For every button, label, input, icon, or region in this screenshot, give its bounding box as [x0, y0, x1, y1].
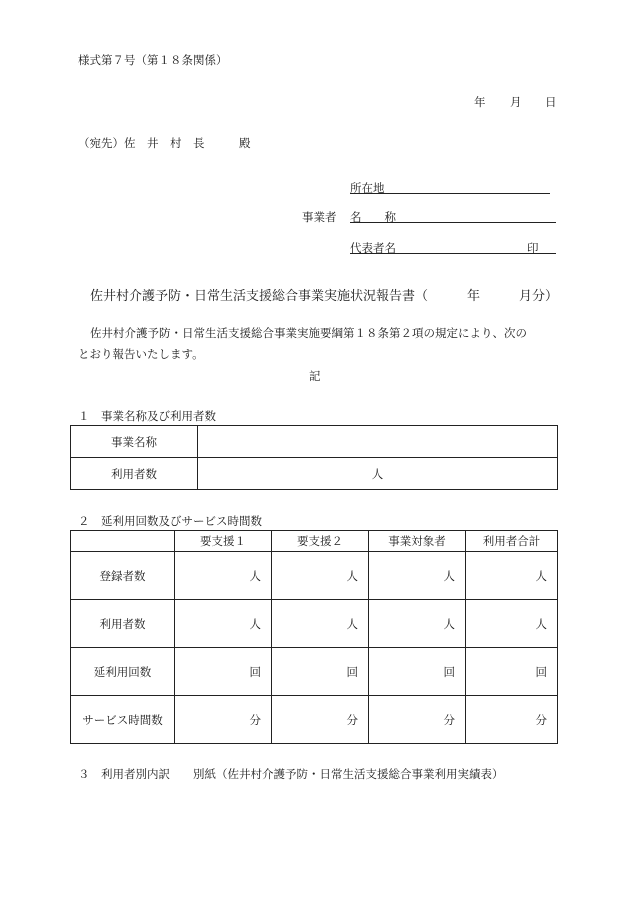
seal-mark: 印 — [527, 241, 539, 255]
name-label: 名 称 — [350, 210, 396, 224]
table-cell: 人 — [175, 552, 272, 600]
address-label: 所在地 — [350, 181, 385, 195]
report-title: 佐井村介護予防・日常生活支援総合事業実施状況報告書（ 年 月分） — [90, 289, 559, 304]
table-row — [71, 648, 558, 696]
table-cell: 人 — [466, 552, 558, 600]
user-count-label: 利用者数 — [71, 458, 198, 490]
usage-table — [70, 530, 558, 744]
table-cell: 分 — [466, 696, 558, 744]
form-number: 様式第７号（第１８条関係） — [78, 53, 228, 67]
user-count-value: 人 — [198, 458, 558, 490]
column-header: 利用者合計 — [466, 531, 558, 552]
applicant-label: 事業者 — [302, 210, 337, 224]
table-cell: 人 — [466, 600, 558, 648]
table-header-row — [71, 531, 558, 552]
table-cell: 人 — [272, 552, 369, 600]
table-cell: 人 — [369, 600, 466, 648]
table-cell: 人 — [175, 600, 272, 648]
representative-label: 代表者名 — [350, 241, 396, 255]
section3-text: ３ 利用者別内訳 別紙（佐井村介護予防・日常生活支援総合事業利用実績表） — [78, 767, 504, 781]
table-cell: 分 — [175, 696, 272, 744]
addressee: （宛先）佐 井 村 長 殿 — [78, 136, 251, 150]
body-text-line-2: とおり報告いたします。 — [78, 347, 204, 361]
name-line — [350, 222, 556, 223]
table-cell: 人 — [369, 552, 466, 600]
business-name-label: 事業名称 — [71, 426, 198, 458]
table-row — [71, 458, 558, 490]
column-header: 要支援１ — [175, 531, 272, 552]
table-cell: 分 — [369, 696, 466, 744]
representative-line — [350, 253, 556, 254]
table-row — [71, 552, 558, 600]
row-label: 登録者数 — [71, 552, 175, 600]
corner-cell — [71, 531, 175, 552]
business-table — [70, 425, 558, 490]
table-row — [71, 600, 558, 648]
table-row — [71, 426, 558, 458]
date-day-label: 日 — [545, 95, 557, 109]
address-line — [350, 193, 550, 194]
row-label: サービス時間数 — [71, 696, 175, 744]
section2-heading: ２ 延利用回数及びサービス時間数 — [78, 514, 262, 528]
section1-heading: １ 事業名称及び利用者数 — [78, 409, 216, 423]
table-cell: 人 — [272, 600, 369, 648]
column-header: 事業対象者 — [369, 531, 466, 552]
table-cell: 回 — [466, 648, 558, 696]
business-name-value — [198, 426, 558, 458]
date-year-label: 年 — [474, 95, 486, 109]
table-cell: 回 — [272, 648, 369, 696]
table-row — [71, 696, 558, 744]
date-month-label: 月 — [510, 95, 522, 109]
table-cell: 回 — [175, 648, 272, 696]
row-label: 利用者数 — [71, 600, 175, 648]
body-text-line-1: 佐井村介護予防・日常生活支援総合事業実施要綱第１８条第２項の規定により、次の — [90, 326, 527, 340]
table-cell: 回 — [369, 648, 466, 696]
row-label: 延利用回数 — [71, 648, 175, 696]
ki-mark: 記 — [309, 369, 321, 383]
column-header: 要支援２ — [272, 531, 369, 552]
table-cell: 分 — [272, 696, 369, 744]
